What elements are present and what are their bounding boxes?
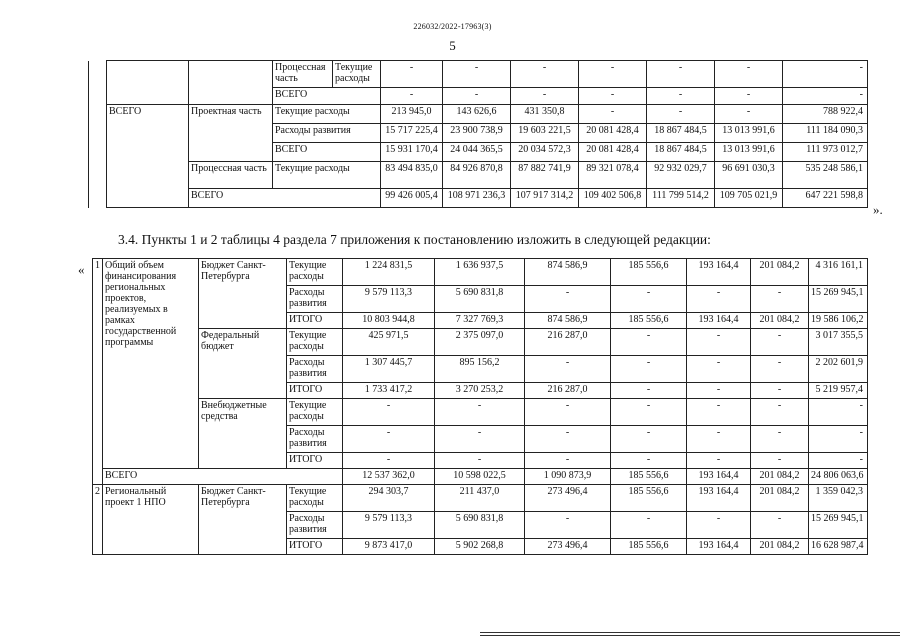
expense-label: Текущие расходы — [287, 485, 343, 512]
value-cell: 111 973 012,7 — [783, 143, 868, 162]
value-cell: - — [751, 512, 809, 539]
value-cell: - — [611, 426, 687, 453]
table-row — [93, 399, 868, 426]
expense-label: Текущие расходы — [333, 61, 381, 88]
value-cell: - — [381, 61, 443, 88]
value-cell: 10 803 944,8 — [343, 313, 435, 329]
value-cell: 20 081 428,4 — [579, 143, 647, 162]
value-cell: 13 013 991,6 — [715, 124, 783, 143]
value-cell: - — [611, 356, 687, 383]
value-cell: 5 690 831,8 — [435, 512, 525, 539]
value-cell: - — [687, 286, 751, 313]
subtotal-label: ИТОГО — [287, 313, 343, 329]
value-cell: 20 081 428,4 — [579, 124, 647, 143]
value-cell: - — [751, 453, 809, 469]
value-cell: 193 164,4 — [687, 313, 751, 329]
value-cell: - — [751, 329, 809, 356]
value-cell: - — [525, 399, 611, 426]
empty-cell — [107, 61, 189, 105]
footer-rule — [480, 632, 900, 636]
document-number: 226032/2022-17963(3) — [413, 22, 492, 31]
value-cell: 18 867 484,5 — [647, 143, 715, 162]
value-cell: 425 971,5 — [343, 329, 435, 356]
item-name: Региональный проект 1 НПО — [103, 485, 199, 555]
value-cell: 788 922,4 — [783, 105, 868, 124]
value-cell: 83 494 835,0 — [381, 162, 443, 189]
value-cell: 111 184 090,3 — [783, 124, 868, 143]
value-cell: 1 636 937,5 — [435, 259, 525, 286]
value-cell: 19 586 106,2 — [809, 313, 868, 329]
value-cell: 535 248 586,1 — [783, 162, 868, 189]
value-cell: - — [579, 88, 647, 105]
opening-quote: « — [78, 262, 85, 277]
value-cell: - — [809, 426, 868, 453]
subtotal-label: ИТОГО — [287, 383, 343, 399]
value-cell: 16 628 987,4 — [809, 539, 868, 555]
value-cell: 7 327 769,3 — [435, 313, 525, 329]
value-cell: - — [435, 426, 525, 453]
value-cell: - — [783, 61, 868, 88]
value-cell: 201 084,2 — [751, 539, 809, 555]
value-cell: 2 202 601,9 — [809, 356, 868, 383]
value-cell: - — [751, 383, 809, 399]
value-cell: 5 690 831,8 — [435, 286, 525, 313]
value-cell: 2 375 097,0 — [435, 329, 525, 356]
value-cell: 193 164,4 — [687, 469, 751, 485]
value-cell: 108 971 236,3 — [443, 189, 511, 208]
value-cell: 1 359 042,3 — [809, 485, 868, 512]
funding-source: Бюджет Санкт-Петербурга — [199, 485, 287, 555]
funding-source: Федеральный бюджет — [199, 329, 287, 399]
value-cell: 216 287,0 — [525, 383, 611, 399]
expense-label: Текущие расходы — [287, 399, 343, 426]
subtotal-label: ИТОГО — [287, 539, 343, 555]
value-cell: 92 932 029,7 — [647, 162, 715, 189]
value-cell: 1 307 445,7 — [343, 356, 435, 383]
value-cell: - — [343, 426, 435, 453]
item-number: 1 — [93, 259, 103, 485]
value-cell: - — [525, 512, 611, 539]
value-cell: - — [579, 105, 647, 124]
expense-label: Текущие расходы — [273, 105, 381, 124]
expense-label: Расходы развития — [287, 512, 343, 539]
value-cell: 201 084,2 — [751, 485, 809, 512]
value-cell: - — [511, 88, 579, 105]
value-cell: - — [647, 105, 715, 124]
value-cell: - — [611, 399, 687, 426]
value-cell: - — [687, 329, 751, 356]
value-cell: - — [443, 88, 511, 105]
value-cell: - — [525, 286, 611, 313]
value-cell: 15 269 945,1 — [809, 286, 868, 313]
expense-label: Расходы развития — [273, 124, 381, 143]
value-cell: - — [715, 61, 783, 88]
value-cell: 15 717 225,4 — [381, 124, 443, 143]
part-label: Процессная часть — [273, 61, 333, 88]
value-cell: 185 556,6 — [611, 469, 687, 485]
value-cell: 99 426 005,4 — [381, 189, 443, 208]
value-cell: 111 799 514,2 — [647, 189, 715, 208]
table-row — [93, 469, 868, 485]
total-label: ВСЕГО — [273, 143, 381, 162]
value-cell: - — [525, 453, 611, 469]
value-cell: - — [343, 453, 435, 469]
value-cell: 185 556,6 — [611, 485, 687, 512]
total-label: ВСЕГО — [273, 88, 381, 105]
part-label: Проектная часть — [189, 105, 273, 162]
empty-cell — [89, 61, 107, 105]
value-cell: - — [381, 88, 443, 105]
value-cell: 647 221 598,8 — [783, 189, 868, 208]
value-cell: 87 882 741,9 — [511, 162, 579, 189]
value-cell: 143 626,6 — [443, 105, 511, 124]
empty-cell — [89, 105, 107, 208]
value-cell: 185 556,6 — [611, 313, 687, 329]
value-cell: - — [809, 453, 868, 469]
value-cell: 3 017 355,5 — [809, 329, 868, 356]
value-cell: - — [525, 356, 611, 383]
value-cell: 107 917 314,2 — [511, 189, 579, 208]
value-cell: - — [579, 61, 647, 88]
value-cell: 874 586,9 — [525, 313, 611, 329]
value-cell: 13 013 991,6 — [715, 143, 783, 162]
value-cell: 19 603 221,5 — [511, 124, 579, 143]
value-cell: - — [687, 453, 751, 469]
total-label: ВСЕГО — [107, 105, 189, 208]
value-cell: - — [715, 88, 783, 105]
expense-label: Текущие расходы — [273, 162, 381, 189]
value-cell: - — [687, 399, 751, 426]
value-cell: - — [611, 453, 687, 469]
value-cell: - — [751, 356, 809, 383]
value-cell: 193 164,4 — [687, 485, 751, 512]
value-cell: 9 873 417,0 — [343, 539, 435, 555]
table-row — [89, 105, 868, 124]
value-cell: 5 902 268,8 — [435, 539, 525, 555]
page-number: 5 — [449, 38, 456, 53]
value-cell: 431 350,8 — [511, 105, 579, 124]
value-cell: 15 269 945,1 — [809, 512, 868, 539]
table-4-section-7 — [92, 258, 868, 555]
value-cell: 1 090 873,9 — [525, 469, 611, 485]
value-cell: 109 402 506,8 — [579, 189, 647, 208]
value-cell: - — [687, 426, 751, 453]
value-cell: 273 496,4 — [525, 485, 611, 512]
value-cell: - — [611, 286, 687, 313]
table-row — [93, 259, 868, 286]
value-cell: 185 556,6 — [611, 259, 687, 286]
item-number: 2 — [93, 485, 103, 555]
value-cell: 89 321 078,4 — [579, 162, 647, 189]
value-cell: 10 598 022,5 — [435, 469, 525, 485]
value-cell: 20 034 572,3 — [511, 143, 579, 162]
empty-cell — [189, 61, 273, 105]
value-cell: 874 586,9 — [525, 259, 611, 286]
value-cell: 201 084,2 — [751, 259, 809, 286]
expense-label: Расходы развития — [287, 286, 343, 313]
value-cell: - — [647, 88, 715, 105]
table-continuation — [88, 60, 868, 208]
value-cell: 294 303,7 — [343, 485, 435, 512]
value-cell: 273 496,4 — [525, 539, 611, 555]
item-name: Общий объем финансирования региональных проектов, реализуемых в рамках государственной программы — [103, 259, 199, 469]
expense-label: Расходы развития — [287, 426, 343, 453]
value-cell: 18 867 484,5 — [647, 124, 715, 143]
value-cell: 213 945,0 — [381, 105, 443, 124]
value-cell: - — [343, 399, 435, 426]
amendment-paragraph: 3.4. Пункты 1 и 2 таблицы 4 раздела 7 приложения к постановлению изложить в следующей редакции: — [118, 232, 711, 247]
value-cell: - — [511, 61, 579, 88]
value-cell: 895 156,2 — [435, 356, 525, 383]
value-cell: 96 691 030,3 — [715, 162, 783, 189]
table-row — [93, 485, 868, 512]
value-cell: - — [435, 453, 525, 469]
expense-label: Текущие расходы — [287, 329, 343, 356]
value-cell: - — [783, 88, 868, 105]
value-cell: 84 926 870,8 — [443, 162, 511, 189]
value-cell: - — [525, 426, 611, 453]
table-row — [89, 162, 868, 189]
value-cell: 193 164,4 — [687, 539, 751, 555]
part-label: Процессная часть — [189, 162, 273, 189]
value-cell: 3 270 253,2 — [435, 383, 525, 399]
value-cell: - — [611, 329, 687, 356]
value-cell: - — [751, 286, 809, 313]
value-cell: - — [647, 61, 715, 88]
value-cell: 211 437,0 — [435, 485, 525, 512]
value-cell: 201 084,2 — [751, 469, 809, 485]
closing-quote: ». — [873, 202, 883, 217]
value-cell: - — [687, 512, 751, 539]
value-cell: - — [687, 356, 751, 383]
value-cell: 15 931 170,4 — [381, 143, 443, 162]
value-cell: 193 164,4 — [687, 259, 751, 286]
value-cell: - — [611, 383, 687, 399]
value-cell: - — [443, 61, 511, 88]
value-cell: 5 219 957,4 — [809, 383, 868, 399]
table-row — [89, 61, 868, 88]
value-cell: - — [435, 399, 525, 426]
value-cell: - — [715, 105, 783, 124]
value-cell: 1 224 831,5 — [343, 259, 435, 286]
value-cell: 23 900 738,9 — [443, 124, 511, 143]
value-cell: 12 537 362,0 — [343, 469, 435, 485]
value-cell: 185 556,6 — [611, 539, 687, 555]
value-cell: 4 316 161,1 — [809, 259, 868, 286]
value-cell: - — [751, 426, 809, 453]
table-row — [89, 189, 868, 208]
table-row — [93, 329, 868, 356]
funding-source: Бюджет Санкт-Петербурга — [199, 259, 287, 329]
value-cell: - — [611, 512, 687, 539]
value-cell: 1 733 417,2 — [343, 383, 435, 399]
value-cell: 24 806 063,6 — [809, 469, 868, 485]
total-label: ВСЕГО — [189, 189, 381, 208]
value-cell: - — [751, 399, 809, 426]
value-cell: 109 705 021,9 — [715, 189, 783, 208]
value-cell: - — [809, 399, 868, 426]
expense-label: Текущие расходы — [287, 259, 343, 286]
total-label: ВСЕГО — [103, 469, 343, 485]
expense-label: Расходы развития — [287, 356, 343, 383]
value-cell: 201 084,2 — [751, 313, 809, 329]
value-cell: 24 044 365,5 — [443, 143, 511, 162]
subtotal-label: ИТОГО — [287, 453, 343, 469]
value-cell: 9 579 113,3 — [343, 286, 435, 313]
funding-source: Внебюджетные средства — [199, 399, 287, 469]
value-cell: - — [687, 383, 751, 399]
value-cell: 9 579 113,3 — [343, 512, 435, 539]
value-cell: 216 287,0 — [525, 329, 611, 356]
